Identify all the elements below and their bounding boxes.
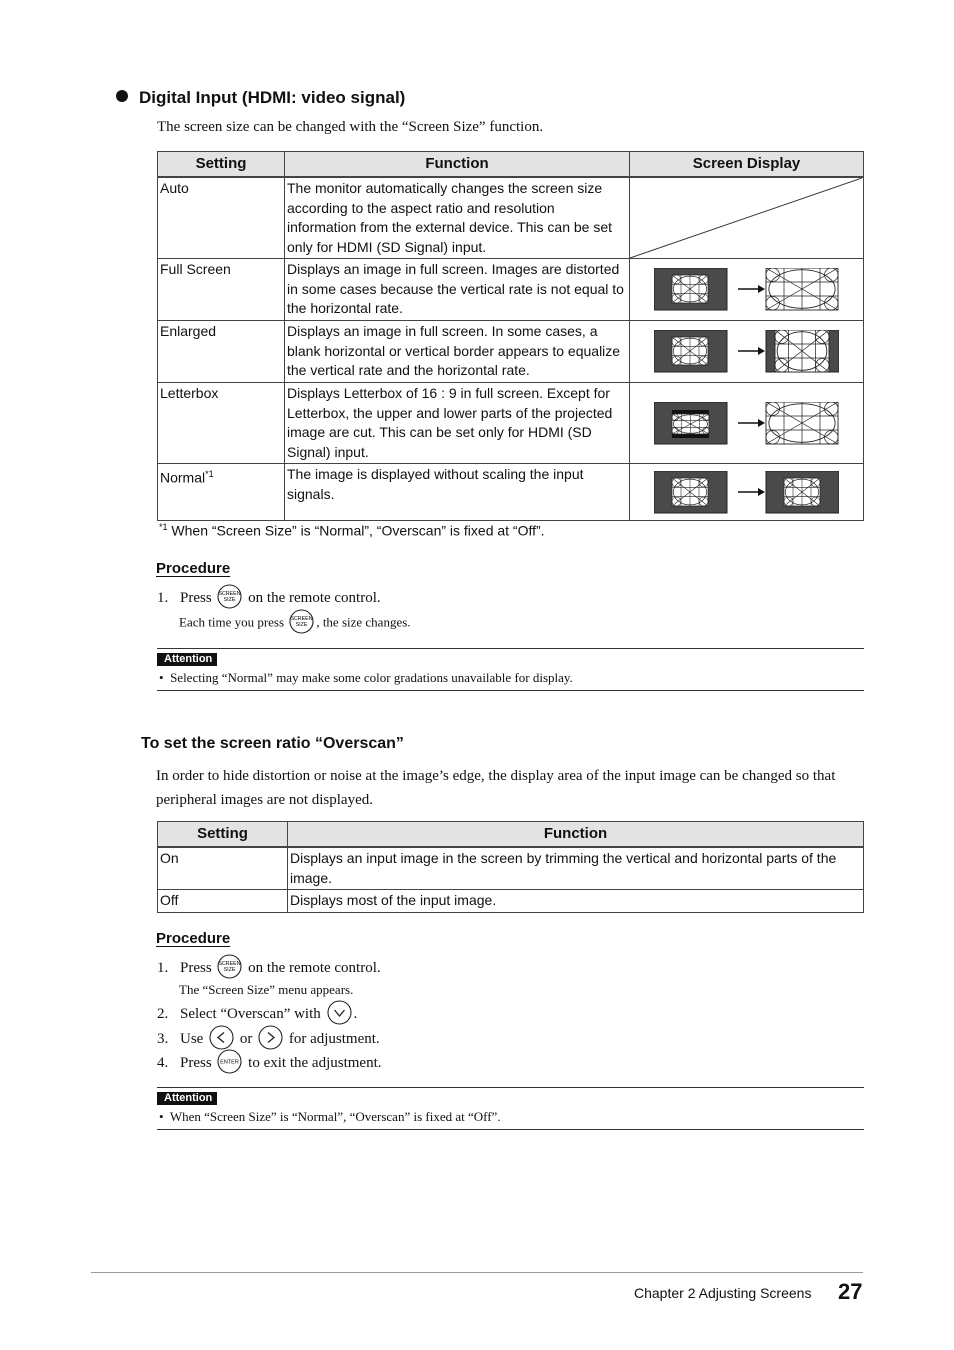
cell-function: Displays an image in full screen. In some cases, a blank horizontal or vertical border appears to equalize the vertical rate and the horizontal rate.: [285, 321, 630, 383]
right-button-icon: [258, 1025, 283, 1050]
cell-display: [630, 383, 864, 464]
step-text-before: Press: [180, 1054, 212, 1071]
cell-display: [630, 464, 864, 521]
table-row: [158, 177, 864, 259]
step-text-after: on the remote control.: [248, 959, 381, 976]
procedure-step: [157, 1004, 357, 1025]
step-text-after: for adjustment.: [288, 1030, 380, 1047]
procedure-step: [157, 958, 381, 979]
cell-function: Displays Letterbox of 16 : 9 in full screen. Except for Letterbox, the upper and lower parts of the projected image are cut. This can be set only for HDMI (SD Signal) input.: [285, 383, 630, 464]
full-screen-diagram: [630, 268, 863, 311]
page-number: 27: [838, 1279, 863, 1304]
step-number: 3.: [157, 1030, 169, 1047]
cell-function: The monitor automatically changes the screen size according to the aspect ratio and resolution information from the external device. This can be set only for HDMI (SD Signal) input.: [285, 177, 630, 259]
screen-size-button-icon: [217, 584, 242, 609]
procedure-title: Procedure: [156, 930, 231, 947]
table-row: [158, 259, 864, 321]
cell-setting: On: [158, 847, 288, 890]
step-text-before: Select “Overscan” with: [180, 1005, 321, 1022]
cell-setting: Off: [158, 890, 288, 913]
step-text-after: on the remote control.: [248, 589, 381, 606]
procedure-sub-note: The “Screen Size” menu appears.: [179, 982, 354, 997]
cell-function: The image is displayed without scaling the input signals.: [285, 464, 630, 521]
procedure-step: [157, 1053, 381, 1074]
header-screen-display: Screen Display: [630, 152, 864, 178]
attention-text: • When “Screen Size” is “Normal”, “Overscan” is fixed at “Off”.: [159, 1109, 501, 1124]
cell-display: [630, 259, 864, 321]
section-heading-digital-input: [116, 88, 405, 108]
table-row: [158, 383, 864, 464]
section-heading-text: Digital Input (HDMI: video signal): [139, 88, 406, 107]
footer-divider: [91, 1272, 863, 1273]
procedure-title: Procedure: [156, 560, 231, 577]
screen-size-button-icon: [217, 954, 242, 979]
sub-text-after: , the size changes.: [316, 614, 411, 630]
table-row: [158, 321, 864, 383]
header-setting: Setting: [158, 822, 288, 848]
step-text-before: Press: [180, 589, 212, 606]
attention-label: Attention: [157, 1092, 217, 1105]
section-heading-overscan: To set the screen ratio “Overscan”: [141, 735, 404, 752]
step-number: 1.: [157, 959, 169, 976]
table-header-row: [158, 152, 864, 178]
section-intro: In order to hide distortion or noise at the image’s edge, the display area of the input image can be changed so that peripheral images are not displayed.: [156, 768, 836, 808]
footnote-text: When “Screen Size” is “Normal”, “Overscan” is fixed at “Off”.: [171, 522, 545, 539]
cell-setting: Enlarged: [158, 321, 285, 383]
step-text-after: .: [353, 1005, 358, 1022]
header-setting: Setting: [158, 152, 285, 178]
enter-button-icon: [217, 1049, 242, 1074]
header-function: Function: [288, 822, 864, 848]
step-number: 2.: [157, 1005, 169, 1022]
attention-text-content: When “Screen Size” is “Normal”, “Overscan” is fixed at “Off”.: [169, 1109, 501, 1124]
step-text-after: to exit the adjustment.: [248, 1054, 382, 1071]
step-number: 4.: [157, 1054, 169, 1071]
cell-setting: Letterbox: [158, 383, 285, 464]
footnote: [159, 522, 545, 539]
svg-text:ENTER: ENTER: [220, 1059, 240, 1066]
cell-setting: Full Screen: [158, 259, 285, 321]
bullet-icon: [116, 90, 128, 102]
procedure-sub-note: [179, 613, 411, 634]
sub-text-before: Each time you press: [179, 614, 285, 630]
footnote-mark: *1: [159, 522, 168, 532]
screen-size-table: [157, 151, 864, 521]
cell-setting: Auto: [158, 177, 285, 259]
table-row: [158, 464, 864, 521]
attention-label: Attention: [157, 653, 217, 666]
svg-text:SCREEN: SCREEN: [218, 961, 241, 967]
footnote-ref: *1: [205, 469, 214, 479]
normal-diagram: [630, 471, 863, 514]
svg-text:SCREEN: SCREEN: [218, 591, 241, 597]
attention-box: [157, 648, 864, 691]
table-row: [158, 890, 864, 913]
procedure-step: [157, 588, 381, 609]
cell-function: Displays an image in full screen. Images are distorted in some cases because the vertical rate is not equal to the horizontal rate.: [285, 259, 630, 321]
attention-text-content: Selecting “Normal” may make some color gradations unavailable for display.: [170, 670, 573, 685]
attention-text: • Selecting “Normal” may make some color gradations unavailable for display.: [159, 670, 573, 685]
step-text-mid: or: [239, 1030, 253, 1047]
step-text-before: Use: [180, 1030, 204, 1047]
cell-setting: [158, 464, 285, 521]
footer-chapter: Chapter 2 Adjusting Screens: [634, 1285, 812, 1301]
svg-text:SIZE: SIZE: [224, 597, 236, 603]
cell-function: Displays most of the input image.: [288, 890, 864, 913]
overscan-table: [157, 821, 864, 913]
step-number: 1.: [157, 589, 169, 606]
diagonal-slash: [630, 178, 862, 258]
enlarged-diagram: [630, 330, 863, 373]
cell-display-empty: [630, 177, 864, 259]
left-button-icon: [209, 1025, 234, 1050]
setting-text: Normal: [160, 469, 206, 486]
svg-text:SCREEN: SCREEN: [290, 616, 313, 622]
step-text-before: Press: [180, 959, 212, 976]
cell-display: [630, 321, 864, 383]
letterbox-diagram: [630, 402, 863, 445]
svg-text:SIZE: SIZE: [295, 622, 308, 628]
cell-function: Displays an input image in the screen by trimming the vertical and horizontal parts of the image.: [288, 847, 864, 890]
down-button-icon: [327, 1000, 352, 1025]
attention-box: [157, 1087, 864, 1130]
table-header-row: [158, 822, 864, 848]
procedure-step: [157, 1029, 380, 1050]
table-row: [158, 847, 864, 890]
svg-text:SIZE: SIZE: [224, 967, 236, 973]
screen-size-button-icon: [289, 609, 314, 634]
header-function: Function: [285, 152, 630, 178]
section-intro: The screen size can be changed with the “Screen Size” function.: [157, 119, 544, 135]
